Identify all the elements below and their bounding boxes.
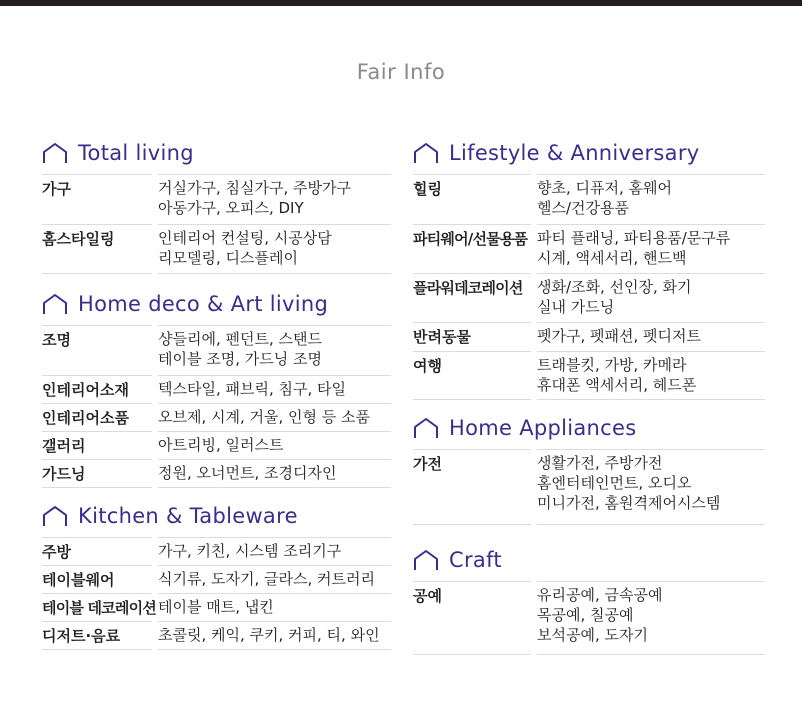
row-divider <box>413 524 531 525</box>
house-outline-icon <box>42 293 68 315</box>
section-heading <box>42 287 391 321</box>
item-line: 리모델링, 디스플레이 <box>158 249 298 267</box>
section <box>42 136 391 273</box>
category-label: 인테리어소재 <box>42 375 152 403</box>
item-line: 보석공예, 도자기 <box>537 626 648 644</box>
item-line: 헬스/건강용품 <box>537 199 629 217</box>
section-title: Lifestyle & Anniversary <box>449 141 700 165</box>
house-outline-icon <box>413 549 439 571</box>
section <box>42 287 391 487</box>
row-divider <box>413 399 531 400</box>
section-title: Kitchen & Tableware <box>78 504 298 528</box>
info-row <box>413 174 765 224</box>
row-divider <box>537 524 765 525</box>
category-items <box>158 325 391 375</box>
info-row <box>42 224 391 273</box>
info-table <box>413 581 765 654</box>
category-items <box>537 581 765 654</box>
info-row <box>42 325 391 375</box>
category-label: 테이블 데코레이션 <box>42 593 152 621</box>
item-line: 오브제, 시계, 거울, 인형 등 소품 <box>158 408 371 426</box>
info-row <box>413 581 765 654</box>
item-line: 정원, 오너먼트, 조경디자인 <box>158 464 337 482</box>
info-row <box>413 351 765 399</box>
house-outline-icon <box>413 142 439 164</box>
category-label: 가전 <box>413 449 531 524</box>
section-heading <box>42 136 391 170</box>
section <box>413 543 765 654</box>
category-items <box>537 224 765 273</box>
item-line: 가구, 키친, 시스템 조리기구 <box>158 542 342 560</box>
info-row <box>42 375 391 403</box>
section-heading <box>413 411 765 445</box>
info-row <box>42 403 391 431</box>
category-items <box>537 322 765 351</box>
item-line: 유리공예, 금속공예 <box>537 586 663 604</box>
item-line: 텍스타일, 패브릭, 침구, 타일 <box>158 380 346 398</box>
category-items <box>158 537 391 565</box>
category-label: 반려동물 <box>413 322 531 351</box>
category-label: 디저트·음료 <box>42 621 152 649</box>
category-label: 주방 <box>42 537 152 565</box>
section-title: Home Appliances <box>449 416 637 440</box>
item-line: 향초, 디퓨저, 홈웨어 <box>537 179 672 197</box>
item-line: 테이블 조명, 가드닝 조명 <box>158 350 322 368</box>
category-label: 여행 <box>413 351 531 399</box>
category-label: 공예 <box>413 581 531 654</box>
category-label: 힐링 <box>413 174 531 224</box>
info-table <box>413 174 765 399</box>
category-items <box>158 403 391 431</box>
row-divider <box>42 273 152 274</box>
category-items <box>537 449 765 524</box>
row-divider <box>413 654 531 655</box>
row-divider <box>42 649 152 650</box>
info-row <box>42 593 391 621</box>
row-divider <box>158 273 391 274</box>
category-items <box>158 375 391 403</box>
house-outline-icon <box>42 505 68 527</box>
item-line: 파티 플래닝, 파티용품/문구류 <box>537 229 731 247</box>
category-items <box>158 621 391 649</box>
category-items <box>537 174 765 224</box>
item-line: 시계, 액세서리, 핸드백 <box>537 249 687 267</box>
item-line: 아동가구, 오피스, DIY <box>158 199 304 217</box>
item-line: 목공예, 칠공예 <box>537 606 634 624</box>
category-items <box>158 224 391 273</box>
info-row <box>413 224 765 273</box>
item-line: 생화/조화, 선인장, 화기 <box>537 278 692 296</box>
row-divider <box>537 654 765 655</box>
page-title: Fair Info <box>356 60 446 84</box>
category-items <box>158 565 391 593</box>
row-divider <box>42 487 152 488</box>
category-items <box>158 459 391 487</box>
category-items <box>537 273 765 322</box>
top-bar <box>0 0 802 6</box>
row-divider <box>158 487 391 488</box>
category-label: 파티웨어/선물용품 <box>413 224 531 273</box>
category-label: 홈스타일링 <box>42 224 152 273</box>
item-line: 샹들리에, 펜던트, 스탠드 <box>158 330 322 348</box>
item-line: 실내 가드닝 <box>537 298 615 316</box>
section-heading <box>42 499 391 533</box>
category-label: 가드닝 <box>42 459 152 487</box>
info-table <box>42 537 391 649</box>
category-items <box>537 351 765 399</box>
section <box>42 499 391 649</box>
house-outline-icon <box>413 417 439 439</box>
item-line: 거실가구, 침실가구, 주방가구 <box>158 179 351 197</box>
info-row <box>42 621 391 649</box>
info-row <box>42 565 391 593</box>
category-items <box>158 593 391 621</box>
item-line: 생활가전, 주방가전 <box>537 454 663 472</box>
item-line: 미니가전, 홈원격제어시스템 <box>537 494 721 512</box>
row-divider <box>537 399 765 400</box>
item-line: 트래블킷, 가방, 카메라 <box>537 356 687 374</box>
info-row <box>42 459 391 487</box>
category-label: 갤러리 <box>42 431 152 459</box>
section-heading <box>413 543 765 577</box>
item-line: 인테리어 컨설팅, 시공상담 <box>158 229 332 247</box>
item-line: 홈엔터테인먼트, 오디오 <box>537 474 692 492</box>
item-line: 초콜릿, 케익, 쿠키, 커피, 티, 와인 <box>158 626 380 644</box>
section-title: Home deco & Art living <box>78 292 329 316</box>
section <box>413 411 765 524</box>
category-label: 테이블웨어 <box>42 565 152 593</box>
info-table <box>413 449 765 524</box>
info-row <box>413 273 765 322</box>
section-heading <box>413 136 765 170</box>
row-divider <box>158 649 391 650</box>
section-title: Craft <box>449 548 502 572</box>
section-title: Total living <box>78 141 194 165</box>
category-items <box>158 431 391 459</box>
item-line: 테이블 매트, 냅킨 <box>158 598 274 616</box>
house-outline-icon <box>42 142 68 164</box>
info-row <box>42 537 391 565</box>
item-line: 식기류, 도자기, 글라스, 커트러리 <box>158 570 375 588</box>
info-table <box>42 325 391 487</box>
section <box>413 136 765 399</box>
item-line: 아트리빙, 일러스트 <box>158 436 284 454</box>
category-items <box>158 174 391 224</box>
item-line: 휴대폰 액세서리, 헤드폰 <box>537 376 697 394</box>
category-label: 조명 <box>42 325 152 375</box>
category-label: 인테리어소품 <box>42 403 152 431</box>
info-row <box>413 449 765 524</box>
item-line: 펫가구, 펫패션, 펫디저트 <box>537 327 701 345</box>
info-row <box>42 431 391 459</box>
category-label: 플라워데코레이션 <box>413 273 531 322</box>
info-row <box>42 174 391 224</box>
info-row <box>413 322 765 351</box>
info-table <box>42 174 391 273</box>
category-label: 가구 <box>42 174 152 224</box>
